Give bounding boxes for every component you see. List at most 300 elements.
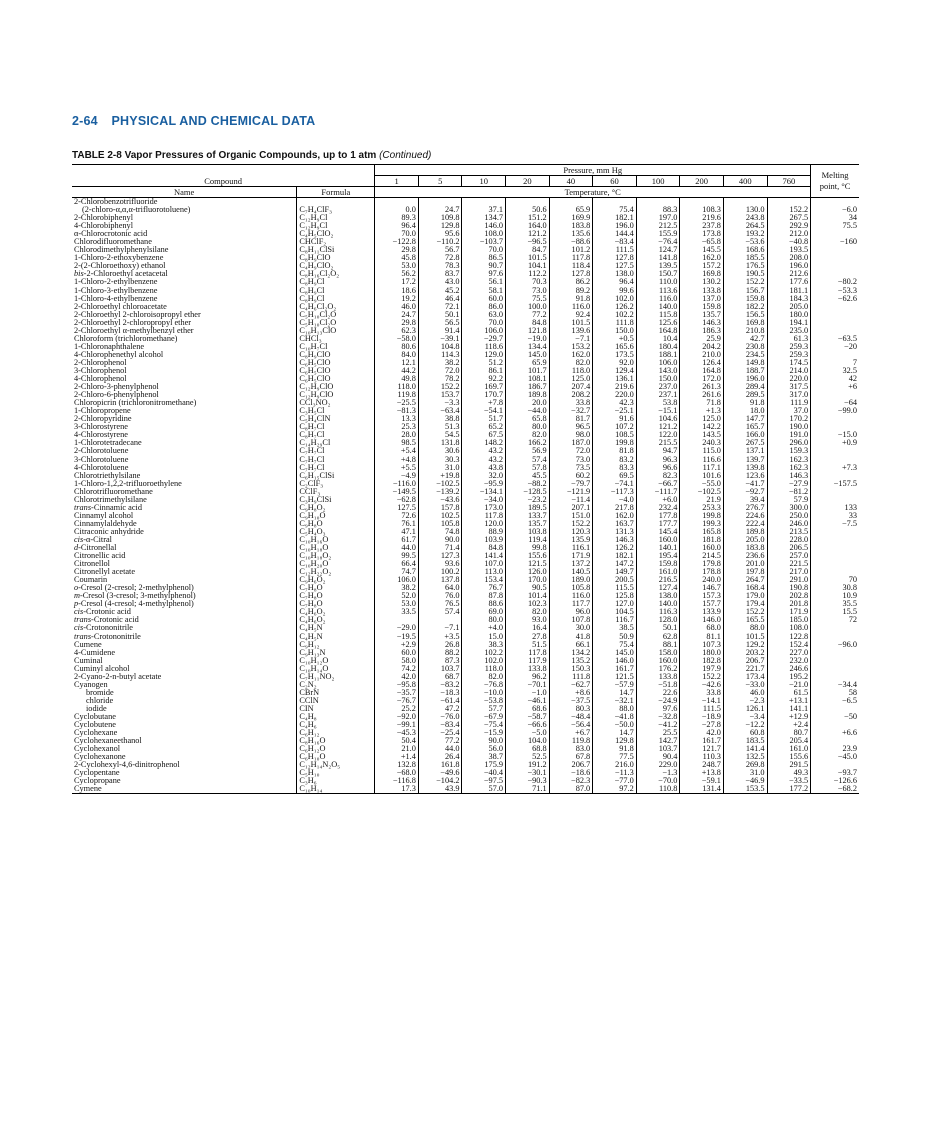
temperature-value: 90.7 <box>462 262 506 270</box>
compound-name: 3-Chlorotoluene <box>74 455 129 464</box>
table-row <box>72 528 859 536</box>
compound-name: 4-Chlorophenol <box>74 375 127 384</box>
compound-name: 1-Chloro-2-ethylbenzene <box>74 278 158 287</box>
temperature-value: 195.4 <box>636 552 680 560</box>
temperature-value: 76.1 <box>375 520 419 528</box>
compound-name: 2-Chloroethyl 2-chloroisopropyl ether <box>74 310 201 319</box>
melting-point: 7 <box>811 359 859 367</box>
temperature-value: 96.0 <box>549 608 593 616</box>
temperature-value: 232.4 <box>636 504 680 512</box>
temperature-value: 27.8 <box>506 633 550 641</box>
temperature-value: 50.4 <box>375 737 419 745</box>
temperature-value: 159.8 <box>723 295 767 303</box>
compound-name: Cyclohexaneethanol <box>74 737 142 746</box>
formula: C₆H₁₂ <box>297 729 375 737</box>
formula: C₁₀H₁₈O₂ <box>297 552 375 560</box>
temperature-value <box>462 198 506 207</box>
melting-point <box>811 456 859 464</box>
temperature-value: 165.7 <box>723 423 767 431</box>
temperature-value: 228.0 <box>767 536 811 544</box>
temperature-value: 56.0 <box>462 745 506 753</box>
temperature-value: 83.7 <box>418 270 462 278</box>
temperature-value: 214.5 <box>680 552 724 560</box>
temperature-value: −111.7 <box>636 488 680 496</box>
vapor-pressure-table <box>72 164 859 794</box>
table-row <box>72 697 859 705</box>
temperature-value: 132.8 <box>375 761 419 769</box>
formula: C₉H₆O₂ <box>297 576 375 584</box>
temperature-value: 45.2 <box>418 287 462 295</box>
temperature-value: 267.5 <box>767 214 811 222</box>
temperature-value <box>680 198 724 207</box>
formula: C₈H₉Cl <box>297 295 375 303</box>
table-row <box>72 480 859 488</box>
temperature-value: 80.0 <box>462 616 506 624</box>
melting-point: −96.0 <box>811 641 859 649</box>
temperature-value: 98.5 <box>375 439 419 447</box>
temperature-value: 76.7 <box>462 584 506 592</box>
temperature-value: 129.2 <box>723 641 767 649</box>
temperature-value: 26.8 <box>418 641 462 649</box>
temperature-value: 66.1 <box>549 641 593 649</box>
temperature-value: −75.4 <box>462 721 506 729</box>
temperature-value: 33.8 <box>680 689 724 697</box>
temperature-value: 183.8 <box>723 544 767 552</box>
temperature-value: 190.8 <box>767 584 811 592</box>
temperature-value: 152.2 <box>767 206 811 214</box>
melting-point: −20 <box>811 343 859 351</box>
temperature-value: 159.3 <box>767 447 811 455</box>
formula: C₂ClF₃ <box>297 480 375 488</box>
temperature-value: 119.8 <box>549 737 593 745</box>
temperature-value: 190.5 <box>723 270 767 278</box>
temperature-value: 121.7 <box>680 745 724 753</box>
temperature-value: 151.0 <box>549 512 593 520</box>
temperature-value: 156.7 <box>723 287 767 295</box>
temperature-value: 67.8 <box>549 753 593 761</box>
temperature-value: 145.0 <box>506 351 550 359</box>
temperature-value: 237.0 <box>636 383 680 391</box>
temperature-value: 116.3 <box>636 608 680 616</box>
melting-point: +7.3 <box>811 464 859 472</box>
temperature-value: 160.0 <box>680 544 724 552</box>
melting-point <box>811 649 859 657</box>
melting-point <box>811 737 859 745</box>
temperature-value: 61.5 <box>767 689 811 697</box>
temperature-value: 97.2 <box>593 785 637 794</box>
temperature-value: 123.6 <box>723 472 767 480</box>
temperature-value: 54.5 <box>418 431 462 439</box>
temperature-value: −50.0 <box>593 721 637 729</box>
compound-name: 2-Chloropyridine <box>74 415 132 424</box>
melting-point <box>811 633 859 641</box>
compound-name: cis-Crotononitrile <box>74 624 133 633</box>
melting-point: 75.5 <box>811 222 859 230</box>
compound-name: chloride <box>86 696 114 705</box>
temperature-value: 137.1 <box>723 447 767 455</box>
temperature-value: 171.9 <box>767 608 811 616</box>
compound-name: Cuminyl alcohol <box>74 664 130 673</box>
temperature-value: −70.1 <box>506 681 550 689</box>
temperature-value: −29.7 <box>462 335 506 343</box>
temperature-value: 87.0 <box>549 785 593 794</box>
temperature-value: 146.7 <box>680 584 724 592</box>
temperature-value: 29.8 <box>375 246 419 254</box>
temperature-value: 141.1 <box>767 705 811 713</box>
temperature-value: −139.2 <box>418 488 462 496</box>
temperature-value: 57.8 <box>506 464 550 472</box>
compound-name: 1-Chloro-2-ethoxybenzene <box>74 254 164 263</box>
temperature-value: 95.6 <box>418 230 462 238</box>
temperature-value: 30.0 <box>549 624 593 632</box>
formula: C₉H₁₃N <box>297 649 375 657</box>
temperature-value: 86.1 <box>462 367 506 375</box>
temperature-value: 78.2 <box>418 375 462 383</box>
temperature-value: 49.8 <box>375 375 419 383</box>
temperature-value: 217.0 <box>767 568 811 576</box>
header-blank <box>72 165 375 176</box>
temperature-value: 62.3 <box>375 327 419 335</box>
temperature-value: 164.0 <box>506 222 550 230</box>
temperature-value: 16.4 <box>506 624 550 632</box>
temperature-value: −76.8 <box>462 681 506 689</box>
table-row <box>72 399 859 407</box>
temperature-value: 83.3 <box>593 464 637 472</box>
temperature-value: 50.1 <box>636 624 680 632</box>
temperature-value: 157.7 <box>680 600 724 608</box>
melting-point <box>811 552 859 560</box>
table-row <box>72 729 859 737</box>
temperature-value: 25.9 <box>680 335 724 343</box>
temperature-value: 72.8 <box>418 254 462 262</box>
formula: C₁₄H₂₉Cl <box>297 439 375 447</box>
temperature-value: −53.8 <box>462 697 506 705</box>
temperature-value: 50.1 <box>418 311 462 319</box>
melting-point <box>811 447 859 455</box>
page-heading <box>72 114 862 128</box>
temperature-value: 155.6 <box>767 753 811 761</box>
table-row <box>72 351 859 359</box>
temperature-value: −65.8 <box>680 238 724 246</box>
temperature-value: 91.6 <box>593 415 637 423</box>
formula: C₈H₉ClO <box>297 254 375 262</box>
melting-point <box>811 536 859 544</box>
temperature-value: 121.5 <box>506 560 550 568</box>
table-row <box>72 319 859 327</box>
temperature-value: 176.5 <box>723 262 767 270</box>
temperature-value: 166.2 <box>506 439 550 447</box>
temperature-value: 80.3 <box>549 705 593 713</box>
temperature-value: −77.0 <box>593 777 637 785</box>
temperature-value: 208.2 <box>549 391 593 399</box>
temperature-value: 149.7 <box>593 568 637 576</box>
melting-point: 34 <box>811 214 859 222</box>
temperature-value: 300.0 <box>767 504 811 512</box>
temperature-value: 102.2 <box>462 649 506 657</box>
melting-point: −157.5 <box>811 480 859 488</box>
temperature-value: 253.3 <box>680 504 724 512</box>
temperature-value: 50.6 <box>506 206 550 214</box>
temperature-value: 188.1 <box>636 351 680 359</box>
table-row <box>72 472 859 480</box>
temperature-value: 174.5 <box>767 359 811 367</box>
temperature-value: −25.5 <box>375 399 419 407</box>
temperature-value: 165.8 <box>680 528 724 536</box>
temperature-value: 155.9 <box>636 230 680 238</box>
temperature-value: 173.4 <box>723 673 767 681</box>
temperature-value: 58.1 <box>462 287 506 295</box>
temperature-value: 113.0 <box>462 568 506 576</box>
temperature-value: 70.0 <box>375 230 419 238</box>
temperature-value: −149.5 <box>375 488 419 496</box>
temperature-value: 83.0 <box>549 745 593 753</box>
temperature-value: 106.0 <box>375 576 419 584</box>
temperature-value: 133.9 <box>680 608 724 616</box>
formula: CCl₃NO₂ <box>297 399 375 407</box>
temperature-value: 44.0 <box>375 544 419 552</box>
formula: C₄H₆ <box>297 721 375 729</box>
temperature-value: −92.0 <box>375 713 419 721</box>
compound-name: Cinnamyl alcohol <box>74 511 134 520</box>
table-row <box>72 600 859 608</box>
table-row <box>72 447 859 455</box>
temperature-value: 102.3 <box>506 600 550 608</box>
temperature-value: 227.0 <box>767 649 811 657</box>
temperature-value: +4.0 <box>462 624 506 632</box>
temperature-value: 92.4 <box>549 311 593 319</box>
temperature-value: 195.2 <box>767 673 811 681</box>
temperature-value: −18.3 <box>418 689 462 697</box>
temperature-value: 160.0 <box>636 657 680 665</box>
temperature-value: 74.8 <box>418 528 462 536</box>
temperature-value: 57.4 <box>418 608 462 616</box>
temperature-value: 152.2 <box>418 383 462 391</box>
temperature-value: 164.8 <box>636 327 680 335</box>
temperature-value: 69.0 <box>462 608 506 616</box>
temperature-value: 169.8 <box>723 319 767 327</box>
melting-point: 32.5 <box>811 367 859 375</box>
temperature-value: 207.4 <box>549 383 593 391</box>
table-row <box>72 512 859 520</box>
temperature-value: 145.5 <box>680 246 724 254</box>
formula: C₅H₁₀Cl₂O <box>297 319 375 327</box>
temperature-value: 57.7 <box>462 705 506 713</box>
formula: C₈H₁₆O <box>297 737 375 745</box>
melting-point: −126.6 <box>811 777 859 785</box>
temperature-value: 131.4 <box>680 785 724 794</box>
temperature-value: 168.4 <box>723 584 767 592</box>
temperature-value: −90.3 <box>506 777 550 785</box>
temperature-value: −49.6 <box>418 769 462 777</box>
temperature-value: 205.0 <box>723 536 767 544</box>
temperature-value: 219.6 <box>593 383 637 391</box>
temperature-value: −95.8 <box>375 681 419 689</box>
compound-name: 3-Chlorostyrene <box>74 423 128 432</box>
temperature-value: 232.0 <box>767 657 811 665</box>
temperature-value: 32.0 <box>462 472 506 480</box>
temperature-value: 139.6 <box>549 327 593 335</box>
formula: C₇H₄ClF₃ <box>297 206 375 214</box>
temperature-value: −58.0 <box>375 335 419 343</box>
temperature-value: 213.5 <box>767 528 811 536</box>
temperature-value: −104.2 <box>418 777 462 785</box>
melting-point <box>811 496 859 504</box>
temperature-value: 114.3 <box>418 351 462 359</box>
temperature-value: 177.6 <box>767 278 811 286</box>
temperature-value: 142.7 <box>636 737 680 745</box>
formula: C₆H₁₅ClSi <box>297 472 375 480</box>
compound-name: 2-Cyano-2-n-butyl acetate <box>74 672 162 681</box>
temperature-value: 140.0 <box>636 303 680 311</box>
temperature-value: −23.2 <box>506 496 550 504</box>
formula: C₇H₇Cl <box>297 456 375 464</box>
temperature-value: 73.5 <box>549 464 593 472</box>
temperature-value <box>375 616 419 624</box>
melting-point <box>811 528 859 536</box>
temperature-value: 46.0 <box>375 303 419 311</box>
compound-name: Coumarin <box>74 576 108 585</box>
compound-name: 2-Chloroethyl chloroacetate <box>74 302 167 311</box>
temperature-value: −42.6 <box>680 681 724 689</box>
temperature-value: 84.0 <box>375 351 419 359</box>
temperature-value: 201.8 <box>767 600 811 608</box>
temperature-value: 115.5 <box>593 584 637 592</box>
table-row <box>72 367 859 375</box>
temperature-value: 89.2 <box>549 287 593 295</box>
temperature-value: 111.9 <box>767 399 811 407</box>
formula: C₁₀H₂₀O <box>297 560 375 568</box>
temperature-value: 87.8 <box>462 592 506 600</box>
temperature-value: +0.5 <box>593 335 637 343</box>
temperature-value: 134.2 <box>549 649 593 657</box>
temperature-value: 80.6 <box>375 343 419 351</box>
temperature-value: 78.3 <box>418 262 462 270</box>
temperature-value: 102.0 <box>462 657 506 665</box>
table-row <box>72 745 859 753</box>
temperature-value: −63.4 <box>418 407 462 415</box>
temperature-value: 107.0 <box>462 560 506 568</box>
temperature-value: 125.6 <box>636 319 680 327</box>
temperature-value: 56.1 <box>462 278 506 286</box>
temperature-value: 107.3 <box>680 641 724 649</box>
temperature-value: 145.0 <box>593 649 637 657</box>
melting-point: −80.2 <box>811 278 859 286</box>
temperature-value: 130.2 <box>680 278 724 286</box>
temperature-value: 116.6 <box>680 456 724 464</box>
temperature-value: 0.0 <box>375 206 419 214</box>
formula: C₄H₅N <box>297 624 375 632</box>
temperature-value: 103.7 <box>418 665 462 673</box>
temperature-value: 186.3 <box>680 327 724 335</box>
temperature-value: 164.8 <box>680 367 724 375</box>
temperature-value: −92.7 <box>723 488 767 496</box>
temperature-value: 162.0 <box>680 254 724 262</box>
temperature-value: 139.7 <box>723 456 767 464</box>
page-header <box>72 114 862 128</box>
compound-name: Cyclobutene <box>74 721 116 730</box>
temperature-value: 14.7 <box>593 729 637 737</box>
temperature-value: −30.1 <box>506 769 550 777</box>
temperature-value: 141.8 <box>636 254 680 262</box>
temperature-value: 88.9 <box>462 528 506 536</box>
temperature-value: 102.0 <box>593 295 637 303</box>
temperature-value: −40.4 <box>462 769 506 777</box>
temperature-value: 20.0 <box>506 399 550 407</box>
compound-name: Chloroform (trichloromethane) <box>74 334 178 343</box>
temperature-value: 42.3 <box>593 399 637 407</box>
temperature-value: −97.5 <box>462 777 506 785</box>
temperature-value: −3.3 <box>418 399 462 407</box>
temperature-value: 104.5 <box>593 608 637 616</box>
temperature-value: +4.8 <box>375 456 419 464</box>
temperature-value: 264.5 <box>723 222 767 230</box>
temperature-value: 47.1 <box>375 528 419 536</box>
temperature-value: 216.0 <box>593 761 637 769</box>
temperature-value: 46.0 <box>723 689 767 697</box>
temperature-value: 15.0 <box>462 633 506 641</box>
compound-name: Chlorodifluoromethane <box>74 238 152 247</box>
temperature-value: +3.5 <box>418 633 462 641</box>
pressure-header: Pressure, mm Hg <box>375 165 811 176</box>
temperature-value: 182.2 <box>723 303 767 311</box>
temperature-value: 183.8 <box>549 222 593 230</box>
temperature-value: 147.2 <box>593 560 637 568</box>
temperature-value: 72.0 <box>549 447 593 455</box>
temperature-value: 64.0 <box>418 584 462 592</box>
temperature-value: 146.3 <box>767 472 811 480</box>
temperature-value: −24.9 <box>636 697 680 705</box>
table-row <box>72 311 859 319</box>
temperature-value: 246.6 <box>767 665 811 673</box>
temperature-value <box>723 198 767 207</box>
temperature-value <box>418 198 462 207</box>
temperature-value: 30.6 <box>418 447 462 455</box>
temperature-value: 70.0 <box>462 246 506 254</box>
temperature-value: 161.7 <box>680 737 724 745</box>
temperature-value: 104.6 <box>636 415 680 423</box>
temperature-value: 12.1 <box>375 359 419 367</box>
compound-name: Cyclopropane <box>74 777 121 786</box>
temperature-value: −15.9 <box>462 729 506 737</box>
melting-point: 70 <box>811 576 859 584</box>
temperature-value: 134.7 <box>462 214 506 222</box>
temperature-value: −81.2 <box>767 488 811 496</box>
temperature-value: 38.5 <box>593 624 637 632</box>
table-row <box>72 246 859 254</box>
temperature-value: 219.6 <box>680 214 724 222</box>
temperature-value: 82.3 <box>636 472 680 480</box>
temperature-value: 47.2 <box>418 705 462 713</box>
temperature-value: 289.4 <box>723 383 767 391</box>
melting-point: −64 <box>811 399 859 407</box>
temperature-value: 152.2 <box>723 608 767 616</box>
temperature-value <box>549 198 593 207</box>
formula: C₇H₈O <box>297 584 375 592</box>
temperature-value: 212.0 <box>767 230 811 238</box>
melting-point <box>811 327 859 335</box>
temperature-value: 82.0 <box>549 359 593 367</box>
temperature-value: 39.4 <box>723 496 767 504</box>
temperature-value: −1.0 <box>506 689 550 697</box>
temperature-value: 163.7 <box>593 520 637 528</box>
temperature-value: −7.1 <box>418 624 462 632</box>
temperature-value: 21.0 <box>375 745 419 753</box>
temperature-value: 73.0 <box>549 456 593 464</box>
temperature-value: +12.9 <box>767 713 811 721</box>
table-row <box>72 439 859 447</box>
temperature-value: 84.7 <box>506 246 550 254</box>
temperature-value: 257.0 <box>767 552 811 560</box>
